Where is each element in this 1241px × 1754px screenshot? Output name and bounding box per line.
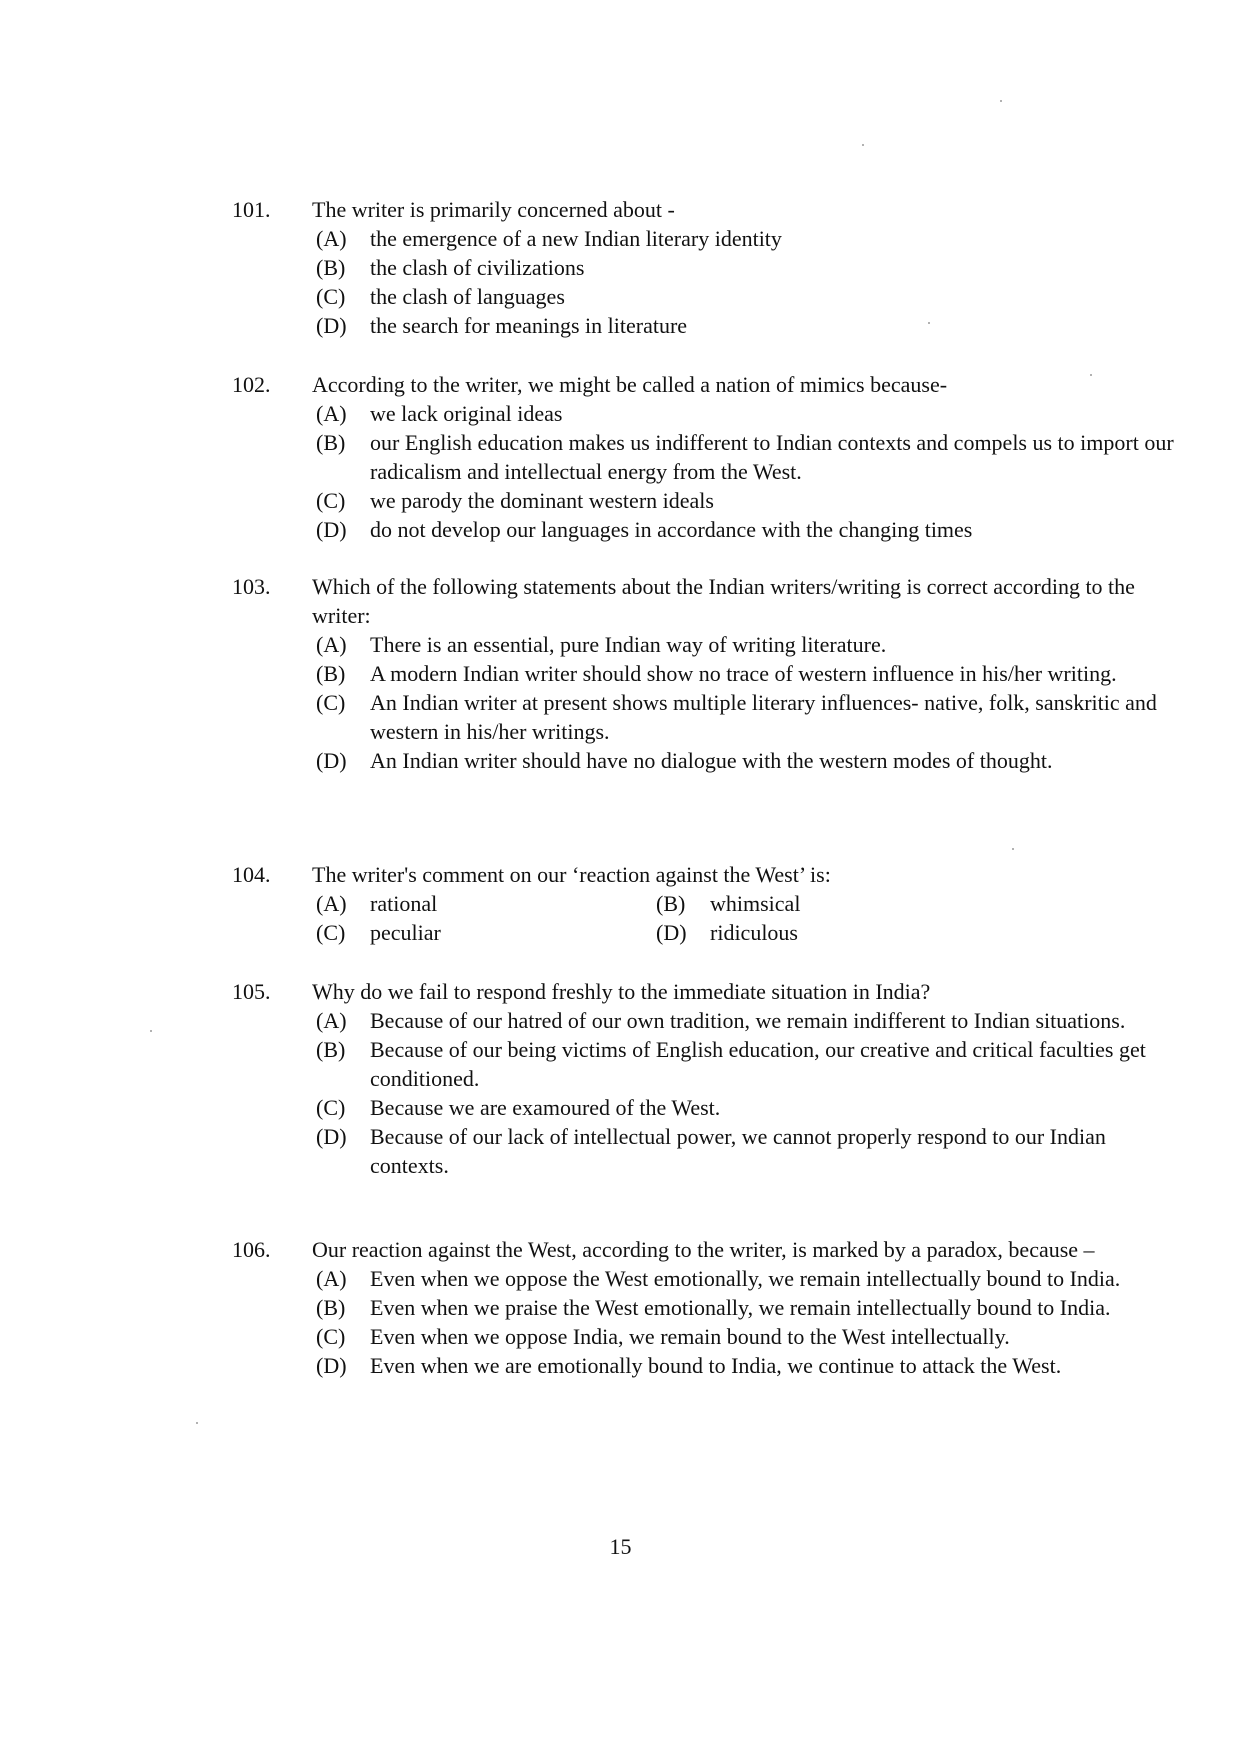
question-number: 104.: [232, 862, 271, 887]
question-number: 105.: [232, 979, 271, 1004]
option-text: the clash of languages: [370, 284, 565, 309]
option-b: [316, 253, 1182, 282]
option-text: Even when we oppose the West emotionally, we remain intellectually bound to India.: [370, 1266, 1121, 1291]
question-105: [232, 977, 1172, 1180]
option-a: [316, 399, 1182, 428]
option-text: Because we are examoured of the West.: [370, 1095, 721, 1120]
option-label: (D): [316, 517, 347, 542]
option-text: ridiculous: [710, 920, 798, 945]
option-b: [656, 889, 916, 918]
scan-speck: [1000, 100, 1002, 102]
scan-speck: [150, 1030, 152, 1032]
option-text: whimsical: [710, 891, 801, 916]
option-a: [316, 630, 1182, 659]
option-label: (D): [316, 1353, 347, 1378]
option-text: A modern Indian writer should show no trace of western influence in his/her writing.: [370, 661, 1117, 686]
option-label: (B): [316, 1037, 346, 1062]
option-c: [316, 918, 656, 947]
option-text: the emergence of a new Indian literary identity: [370, 226, 782, 251]
question-number: 102.: [232, 372, 271, 397]
question-101: [232, 195, 1172, 340]
option-d: [316, 1351, 1182, 1380]
option-d: [656, 918, 916, 947]
options-grid: [316, 889, 916, 947]
question-number: 103.: [232, 574, 271, 599]
question-text: Which of the following statements about the Indian writers/writing is correct according to the writer:: [312, 574, 1135, 628]
option-label: (C): [316, 1324, 346, 1349]
question-103: [232, 572, 1172, 775]
option-b: [316, 428, 1182, 486]
option-label: (C): [316, 1095, 346, 1120]
option-label: (C): [316, 284, 346, 309]
question-106: [232, 1235, 1172, 1380]
option-text: rational: [370, 891, 438, 916]
option-b: [316, 1035, 1182, 1093]
question-text: Why do we fail to respond freshly to the immediate situation in India?: [312, 979, 931, 1004]
question-text: The writer's comment on our ‘reaction against the West’ is:: [312, 862, 831, 887]
question-102: [232, 370, 1172, 544]
option-c: [316, 1093, 1182, 1122]
option-label: (B): [316, 1295, 346, 1320]
option-text: we parody the dominant western ideals: [370, 488, 714, 513]
question-number: 101.: [232, 197, 271, 222]
option-d: [316, 746, 1182, 775]
option-label: (A): [316, 1266, 347, 1291]
option-label: (A): [316, 632, 347, 657]
option-label: (D): [316, 313, 347, 338]
option-text: our English education makes us indifferent to Indian contexts and compels us to import our radicalism and intellectual energy from the West.: [370, 430, 1174, 484]
option-d: [316, 1122, 1182, 1180]
option-label: (D): [656, 920, 687, 945]
option-text: the clash of civilizations: [370, 255, 585, 280]
option-b: [316, 659, 1182, 688]
option-c: [316, 486, 1182, 515]
option-label: (D): [316, 748, 347, 773]
option-b: [316, 1293, 1182, 1322]
question-104: [232, 860, 1172, 947]
option-c: [316, 282, 1182, 311]
option-label: (C): [316, 488, 346, 513]
scan-speck: [196, 1422, 198, 1424]
question-text: The writer is primarily concerned about -: [312, 197, 675, 222]
option-label: (B): [656, 891, 686, 916]
option-c: [316, 688, 1182, 746]
option-label: (A): [316, 891, 347, 916]
scan-speck: [928, 322, 930, 324]
question-number: 106.: [232, 1237, 271, 1262]
option-text: the search for meanings in literature: [370, 313, 688, 338]
option-a: [316, 224, 1182, 253]
option-label: (C): [316, 920, 346, 945]
option-text: Even when we are emotionally bound to India, we continue to attack the West.: [370, 1353, 1062, 1378]
option-label: (A): [316, 1008, 347, 1033]
option-label: (A): [316, 401, 347, 426]
page-number: 15: [609, 1534, 632, 1559]
option-a: [316, 1264, 1182, 1293]
question-text: Our reaction against the West, according to the writer, is marked by a paradox, because –: [312, 1237, 1095, 1262]
option-label: (A): [316, 226, 347, 251]
question-text: According to the writer, we might be called a nation of mimics because-: [312, 372, 948, 397]
option-label: (D): [316, 1124, 347, 1149]
option-label: (B): [316, 430, 346, 455]
option-text: Even when we praise the West emotionally, we remain intellectually bound to India.: [370, 1295, 1111, 1320]
option-label: (B): [316, 661, 346, 686]
option-label: (B): [316, 255, 346, 280]
option-text: Because of our hatred of our own tradition, we remain indifferent to Indian situations.: [370, 1008, 1126, 1033]
option-a: [316, 1006, 1182, 1035]
option-text: do not develop our languages in accordance with the changing times: [370, 517, 973, 542]
option-text: Even when we oppose India, we remain bound to the West intellectually.: [370, 1324, 1010, 1349]
scan-speck: [1090, 374, 1092, 376]
option-text: There is an essential, pure Indian way of writing literature.: [370, 632, 887, 657]
option-a: [316, 889, 656, 918]
option-text: An Indian writer should have no dialogue with the western modes of thought.: [370, 748, 1053, 773]
scan-speck: [862, 144, 864, 146]
scan-speck: [1012, 848, 1014, 850]
option-text: peculiar: [370, 920, 441, 945]
option-text: we lack original ideas: [370, 401, 563, 426]
option-c: [316, 1322, 1182, 1351]
option-d: [316, 515, 1182, 544]
option-label: (C): [316, 690, 346, 715]
option-text: An Indian writer at present shows multiple literary influences- native, folk, sanskritic and western in his/her writings.: [370, 690, 1157, 744]
option-text: Because of our lack of intellectual power, we cannot properly respond to our Indian contexts.: [370, 1124, 1106, 1178]
option-text: Because of our being victims of English education, our creative and critical faculties get conditioned.: [370, 1037, 1146, 1091]
option-d: [316, 311, 1182, 340]
